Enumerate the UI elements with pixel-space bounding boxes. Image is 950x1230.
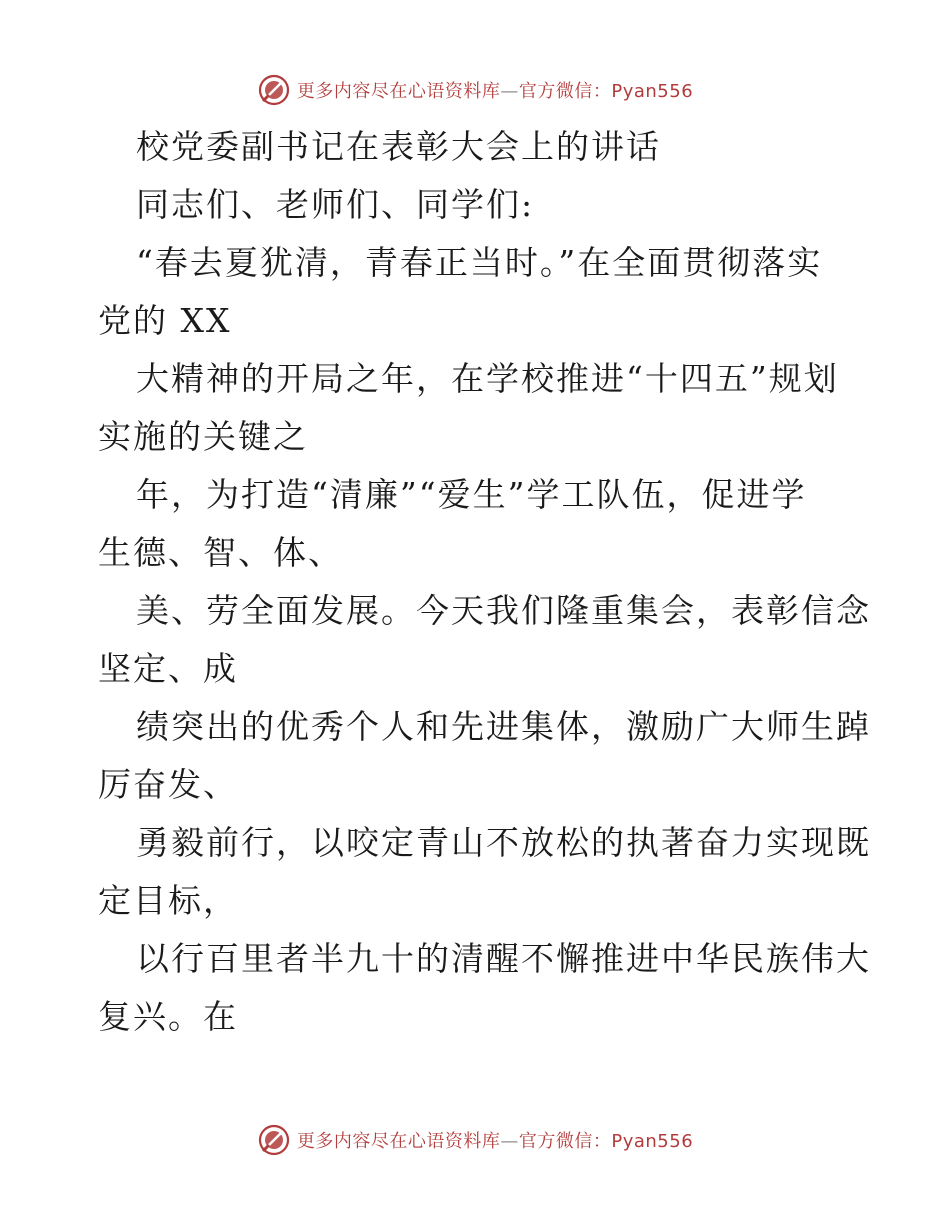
paragraph-line: 党的 XX xyxy=(98,301,232,340)
footer-banner-sep: — xyxy=(500,1131,519,1152)
paragraph-line: 绩突出的优秀个人和先进集体，激励广大师生踔 xyxy=(136,707,871,746)
paragraph-line: 勇毅前行，以咬定青山不放松的执著奋力实现既 xyxy=(136,823,871,862)
header-banner xyxy=(0,70,950,110)
pen-seal-logo-icon xyxy=(257,1123,291,1157)
paragraph-line: 大精神的开局之年，在学校推进“十四五”规划 xyxy=(136,359,839,398)
footer-banner-text xyxy=(297,1127,693,1153)
paragraph-line: “春去夏犹清，青春正当时。”在全面贯彻落实 xyxy=(136,243,823,282)
footer-banner xyxy=(0,1120,950,1160)
paragraph-line: 实施的关键之 xyxy=(98,417,308,456)
footer-banner-wechat: 官方微信：Pyan556 xyxy=(518,1131,694,1152)
document-greeting: 同志们、老师们、同学们: xyxy=(136,185,535,224)
paragraph-line: 生德、智、体、 xyxy=(98,533,343,572)
paragraph-line: 复兴。在 xyxy=(98,997,238,1036)
header-banner-main: 更多内容尽在心语资料库 xyxy=(296,81,501,102)
paragraph-line: 美、劳全面发展。今天我们隆重集会，表彰信念 xyxy=(136,591,871,630)
document-body xyxy=(98,118,871,1046)
paragraph-line: 厉奋发、 xyxy=(98,765,238,804)
header-banner-text xyxy=(297,77,693,103)
document-title: 校党委副书记在表彰大会上的讲话 xyxy=(136,127,661,166)
paragraph-line: 年，为打造“清廉”“爱生”学工队伍，促进学 xyxy=(136,475,807,514)
paragraph-line: 以行百里者半九十的清醒不懈推进中华民族伟大 xyxy=(136,939,871,978)
header-banner-sep: — xyxy=(500,81,519,102)
header-banner-wechat: 官方微信：Pyan556 xyxy=(518,81,694,102)
paragraph-line: 定目标， xyxy=(98,881,238,920)
footer-banner-main: 更多内容尽在心语资料库 xyxy=(296,1131,501,1152)
pen-seal-logo-icon xyxy=(257,73,291,107)
paragraph-line: 坚定、成 xyxy=(98,649,238,688)
